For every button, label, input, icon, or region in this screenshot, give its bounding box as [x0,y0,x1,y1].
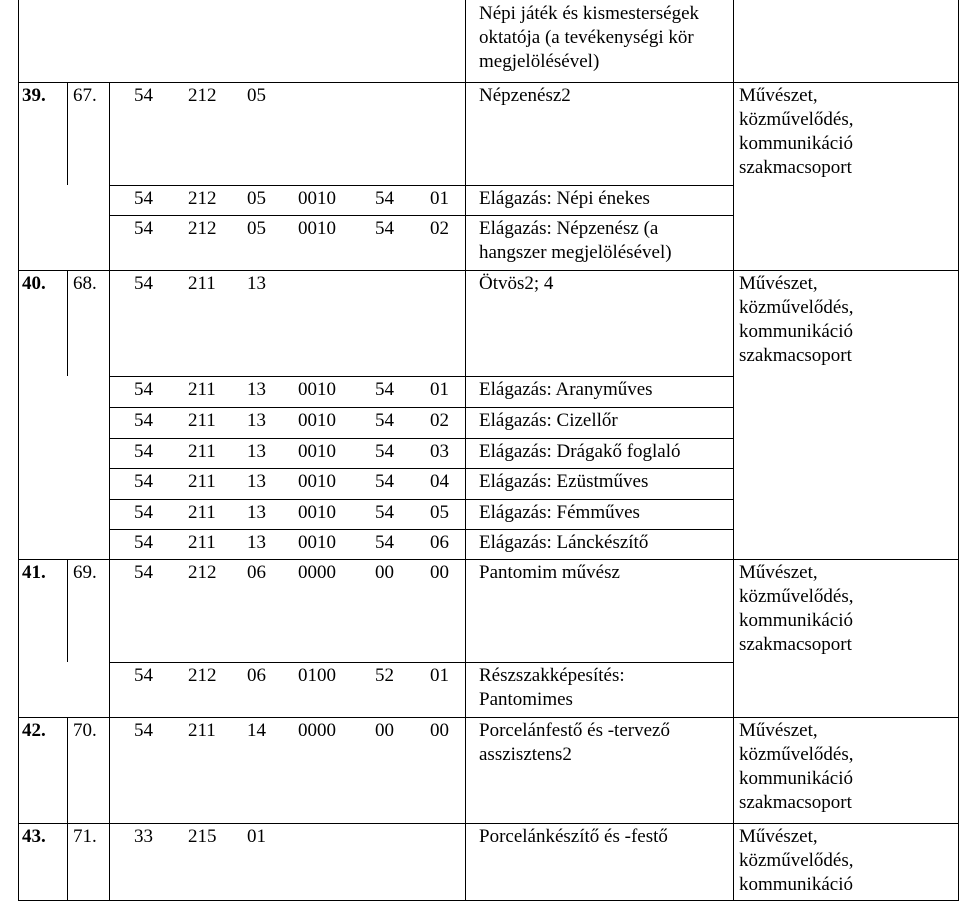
code-part: 0010 [298,218,336,239]
rule-horizontal [109,529,733,530]
code-part: 211 [188,532,216,553]
qualification-name-line: oktatója (a tevékenységi kör [479,27,694,48]
qualification-name-line: Pantomimes [479,689,573,710]
row-number: 40. [22,273,46,294]
code-part: 212 [188,188,217,209]
rule-horizontal [18,717,958,718]
row-number: 42. [22,720,46,741]
rule-vertical [109,376,110,559]
code-part: 0010 [298,410,336,431]
code-part: 0010 [298,502,336,523]
rule-vertical [18,0,19,901]
code-part: 01 [430,188,449,209]
sector-group-line: közművelődés, [739,297,854,318]
qualification-name-line: Elágazás: Aranyműves [479,379,653,400]
code-part: 211 [188,441,216,462]
code-part: 54 [375,502,394,523]
sector-group-line: közművelődés, [739,586,854,607]
code-part: 13 [247,410,266,431]
rule-vertical [67,559,68,662]
qualification-name-line: Részszakképesítés: [479,665,625,686]
code-part: 211 [188,410,216,431]
rule-vertical [109,559,110,662]
code-part: 54 [375,379,394,400]
qualification-name-line: Porcelánkészítő és -festő [479,826,668,847]
code-part: 212 [188,218,217,239]
row-number: 39. [22,85,46,106]
row-id: 68. [73,273,97,294]
code-part: 13 [247,379,266,400]
code-part: 01 [247,826,266,847]
rule-horizontal [109,407,733,408]
qualification-name-line: Elágazás: Népi énekes [479,188,650,209]
sector-group-line: kommunikáció [739,321,853,342]
code-part: 54 [134,410,153,431]
sector-group-line: szakmacsoport [739,157,852,178]
sector-group-line: Művészet, [739,273,818,294]
code-part: 54 [375,471,394,492]
code-part: 54 [134,665,153,686]
rule-horizontal [18,559,958,560]
sector-group-line: Művészet, [739,826,818,847]
code-part: 13 [247,471,266,492]
sector-group-line: Művészet, [739,85,818,106]
code-part: 0010 [298,532,336,553]
code-part: 05 [247,218,266,239]
row-number: 43. [22,826,46,847]
sector-group-line: közművelődés, [739,109,854,130]
code-part: 0010 [298,441,336,462]
code-part: 54 [134,562,153,583]
sector-group-line: kommunikáció [739,768,853,789]
sector-group-line: szakmacsoport [739,345,852,366]
code-part: 00 [375,562,394,583]
code-part: 13 [247,532,266,553]
code-part: 54 [134,532,153,553]
rule-vertical [733,0,734,901]
rule-horizontal [109,468,733,469]
qualification-name-line: Elágazás: Cizellőr [479,410,618,431]
code-part: 13 [247,273,266,294]
row-id: 69. [73,562,97,583]
code-part: 212 [188,562,217,583]
sector-group-line: szakmacsoport [739,634,852,655]
sector-group-line: kommunikáció [739,610,853,631]
code-part: 54 [375,410,394,431]
code-part: 215 [188,826,217,847]
rule-horizontal [18,82,958,83]
code-part: 52 [375,665,394,686]
rule-horizontal [109,376,733,377]
qualification-name-line: Elágazás: Fémműves [479,502,640,523]
code-part: 13 [247,441,266,462]
rule-vertical [67,82,68,185]
code-part: 0010 [298,188,336,209]
code-part: 05 [247,85,266,106]
rule-vertical [109,270,110,376]
rule-vertical [465,0,466,901]
code-part: 06 [247,665,266,686]
qualification-name-line: Pantomim művész [479,562,620,583]
row-id: 67. [73,85,97,106]
code-part: 00 [430,562,449,583]
code-part: 211 [188,502,216,523]
sector-group-line: közművelődés, [739,744,854,765]
sector-group-line: Művészet, [739,562,818,583]
qualification-name-line: Elágazás: Drágakő foglaló [479,441,681,462]
rule-horizontal [18,900,958,901]
code-part: 02 [430,410,449,431]
code-part: 54 [134,218,153,239]
qualification-name-line: Elágazás: Ezüstműves [479,471,649,492]
rule-horizontal [109,215,733,216]
sector-group-line: kommunikáció [739,874,853,895]
code-part: 211 [188,273,216,294]
rule-vertical [109,662,110,717]
code-part: 54 [375,441,394,462]
sector-group-line: kommunikáció [739,133,853,154]
rule-vertical [958,0,959,901]
code-part: 0010 [298,471,336,492]
row-id: 71. [73,826,97,847]
code-part: 0000 [298,720,336,741]
rule-horizontal [109,185,733,186]
rule-horizontal [18,270,958,271]
code-part: 54 [375,532,394,553]
rule-vertical [109,717,110,901]
row-id: 70. [73,720,97,741]
qualification-name-line: Elágazás: Népzenész (a [479,218,659,239]
sector-group-line: Művészet, [739,720,818,741]
code-part: 0100 [298,665,336,686]
qualification-name-line: Ötvös2; 4 [479,273,554,294]
qualification-name-line: Elágazás: Lánckészítő [479,532,649,553]
code-part: 54 [375,188,394,209]
code-part: 54 [134,85,153,106]
rule-horizontal [109,662,733,663]
qualification-name-line: Népi játék és kismesterségek [479,3,700,24]
rule-horizontal [18,823,958,824]
code-part: 03 [430,441,449,462]
qualification-name-line: Porcelánfestő és -tervező [479,720,670,741]
code-part: 14 [247,720,266,741]
code-part: 00 [375,720,394,741]
qualification-name-line: hangszer megjelölésével) [479,242,672,263]
row-number: 41. [22,562,46,583]
code-part: 33 [134,826,153,847]
code-part: 0000 [298,562,336,583]
rule-horizontal [109,499,733,500]
code-part: 02 [430,218,449,239]
code-part: 54 [134,379,153,400]
rule-vertical [109,82,110,185]
code-part: 211 [188,720,216,741]
code-part: 54 [134,502,153,523]
code-part: 04 [430,471,449,492]
code-part: 05 [430,502,449,523]
code-part: 00 [430,720,449,741]
qualification-name-line: Népzenész2 [479,85,571,106]
code-part: 54 [375,218,394,239]
sector-group-line: szakmacsoport [739,792,852,813]
code-part: 13 [247,502,266,523]
qualification-name-line: asszisztens2 [479,744,572,765]
code-part: 211 [188,379,216,400]
code-part: 54 [134,720,153,741]
code-part: 54 [134,273,153,294]
rule-vertical [67,270,68,376]
code-part: 01 [430,665,449,686]
code-part: 54 [134,441,153,462]
code-part: 06 [430,532,449,553]
rule-vertical [67,717,68,901]
code-part: 211 [188,471,216,492]
rule-vertical [109,185,110,270]
code-part: 54 [134,188,153,209]
code-part: 212 [188,85,217,106]
code-part: 06 [247,562,266,583]
code-part: 212 [188,665,217,686]
code-part: 01 [430,379,449,400]
sector-group-line: közművelődés, [739,850,854,871]
rule-horizontal [109,438,733,439]
code-part: 0010 [298,379,336,400]
qualification-name-line: megjelölésével) [479,51,600,72]
code-part: 54 [134,471,153,492]
code-part: 05 [247,188,266,209]
